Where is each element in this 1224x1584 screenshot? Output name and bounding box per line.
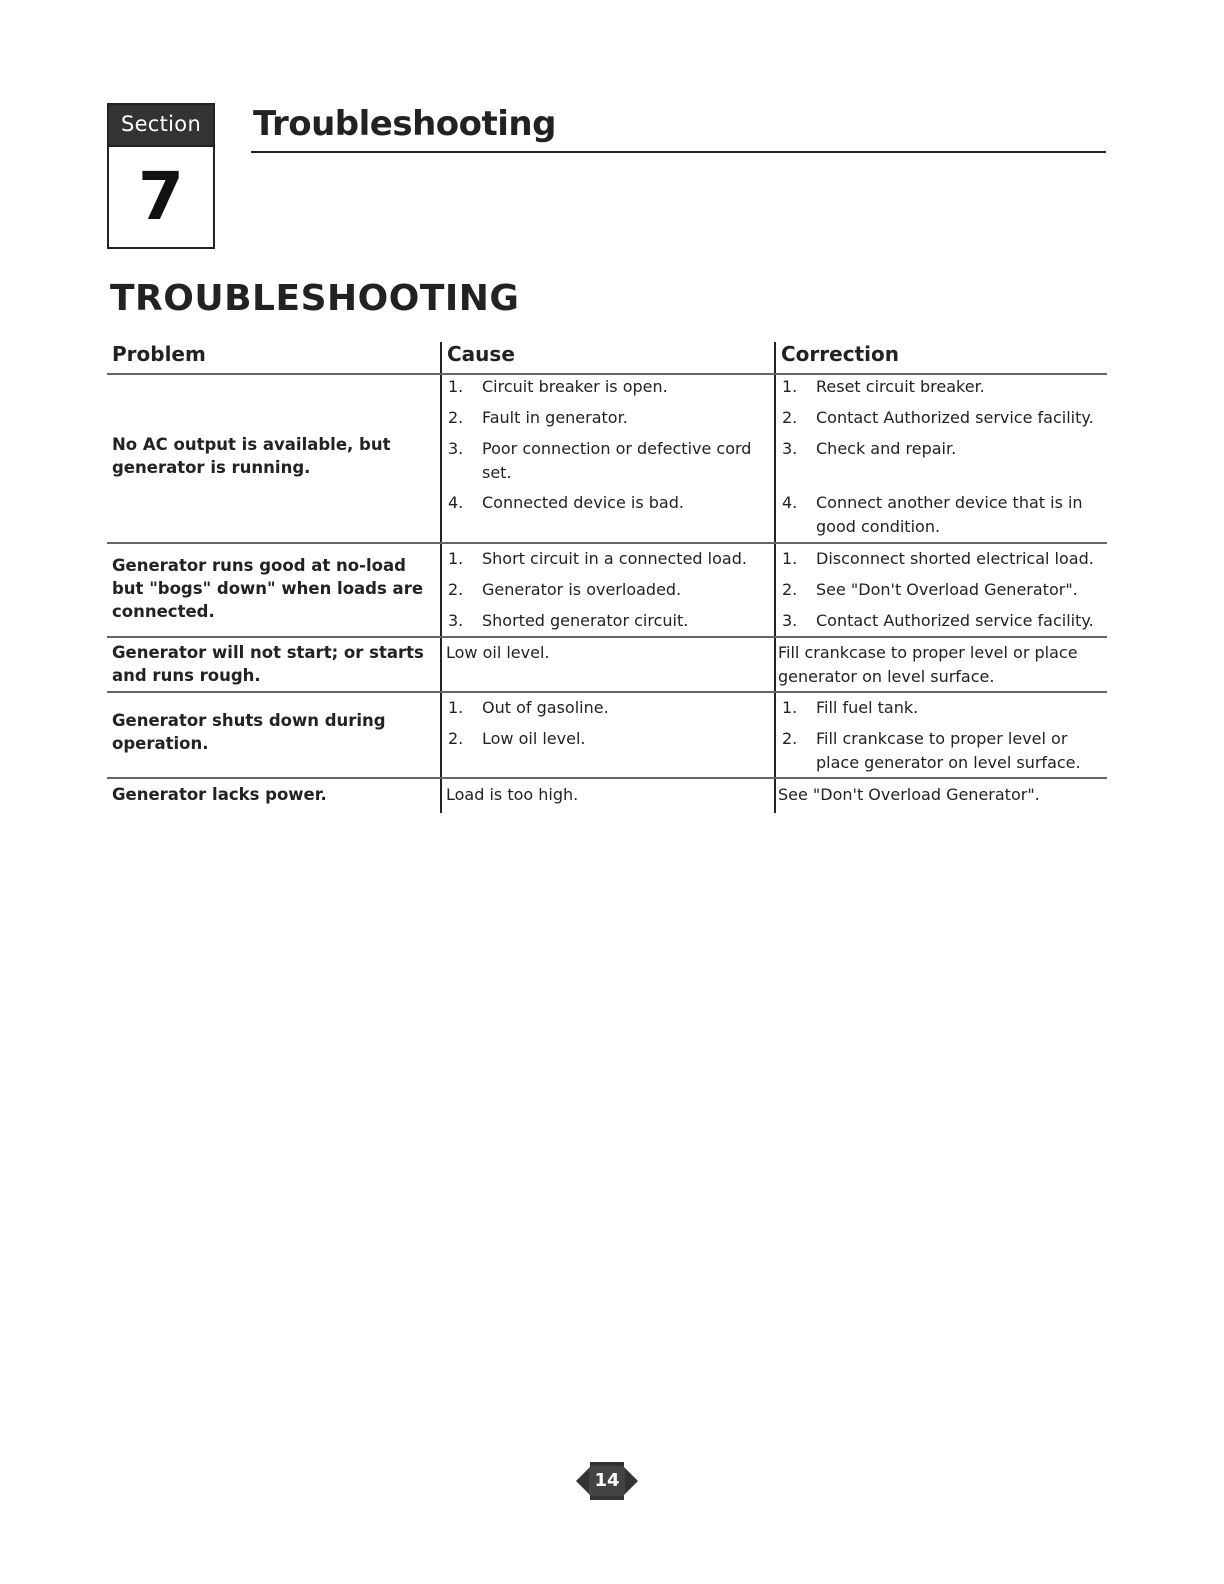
item-text: Disconnect shorted electrical load.	[816, 549, 1094, 568]
cause-item	[442, 547, 768, 571]
item-number: 4.	[448, 493, 464, 512]
item-number: 2.	[782, 580, 798, 599]
correction-item	[776, 375, 1101, 399]
correction-cell	[774, 693, 1107, 777]
correction-cell	[774, 375, 1107, 542]
correction-text: See "Don't Overload Generator".	[778, 785, 1040, 804]
cause-item	[442, 609, 768, 633]
cause-item	[442, 727, 768, 751]
item-text: Generator is overloaded.	[482, 580, 682, 599]
correction-cell	[774, 779, 1107, 813]
section-number: 7	[138, 158, 184, 235]
item-number: 2.	[448, 729, 464, 748]
column-header-cause: Cause	[440, 342, 774, 373]
item-text: Fault in generator.	[482, 408, 628, 427]
page-number-badge	[576, 1462, 638, 1500]
item-number: 1.	[782, 698, 798, 717]
header-rule	[251, 151, 1106, 153]
item-number: 1.	[448, 377, 464, 396]
item-text: Fill crankcase to proper level or place generator on level surface.	[816, 729, 1081, 772]
problem-text: No AC output is available, but generator is running.	[112, 435, 391, 477]
item-number: 1.	[448, 698, 464, 717]
correction-item	[776, 437, 1101, 461]
section-badge	[107, 103, 215, 249]
item-number: 3.	[782, 439, 798, 458]
cause-cell	[440, 375, 774, 542]
page-number: 14	[594, 1470, 620, 1491]
item-number: 2.	[448, 580, 464, 599]
cause-item	[442, 406, 768, 430]
section-heading: TROUBLESHOOTING	[110, 278, 520, 319]
problem-cell	[107, 693, 440, 777]
item-text: Contact Authorized service facility.	[816, 408, 1094, 427]
problem-text: Generator shuts down during operation.	[112, 711, 386, 753]
cause-cell	[440, 693, 774, 777]
item-number: 3.	[782, 611, 798, 630]
correction-item	[776, 578, 1101, 602]
item-text: Low oil level.	[482, 729, 586, 748]
item-text: Connect another device that is in good condition.	[816, 493, 1083, 536]
cause-text: Load is too high.	[446, 785, 579, 804]
column-header-problem: Problem	[112, 342, 206, 366]
cause-text: Low oil level.	[446, 643, 550, 662]
correction-item	[776, 696, 1101, 720]
table-header-row	[107, 336, 1107, 375]
table-row	[107, 544, 1107, 638]
correction-item	[776, 406, 1101, 430]
item-text: See "Don't Overload Generator".	[816, 580, 1078, 599]
item-text: Shorted generator circuit.	[482, 611, 689, 630]
item-text: Fill fuel tank.	[816, 698, 919, 717]
table-row	[107, 779, 1107, 813]
item-number: 3.	[448, 611, 464, 630]
problem-cell	[107, 638, 440, 691]
problem-cell	[107, 779, 440, 813]
cause-item	[442, 696, 768, 720]
problem-cell	[107, 375, 440, 542]
cause-cell	[440, 638, 774, 691]
correction-item	[776, 609, 1101, 633]
cause-item	[442, 491, 768, 515]
item-text: Check and repair.	[816, 439, 957, 458]
item-number: 1.	[782, 549, 798, 568]
table-row	[107, 375, 1107, 544]
correction-text: Fill crankcase to proper level or place generator on level surface.	[778, 643, 1078, 686]
correction-item	[776, 727, 1101, 775]
item-text: Poor connection or defective cord set.	[482, 439, 752, 482]
problem-cell	[107, 544, 440, 636]
item-number: 2.	[448, 408, 464, 427]
item-number: 1.	[448, 549, 464, 568]
cause-cell	[440, 544, 774, 636]
item-number: 1.	[782, 377, 798, 396]
problem-text: Generator runs good at no-load but "bogs" down" when loads are connected.	[112, 556, 424, 621]
column-header-correction: Correction	[774, 342, 1107, 373]
item-text: Short circuit in a connected load.	[482, 549, 747, 568]
item-text: Out of gasoline.	[482, 698, 609, 717]
correction-item	[776, 547, 1101, 571]
cause-item	[442, 375, 768, 399]
correction-cell	[774, 638, 1107, 691]
item-text: Connected device is bad.	[482, 493, 684, 512]
cause-cell	[440, 779, 774, 813]
table-row	[107, 693, 1107, 779]
correction-cell	[774, 544, 1107, 636]
item-number: 4.	[782, 493, 798, 512]
item-text: Circuit breaker is open.	[482, 377, 668, 396]
item-number: 3.	[448, 439, 464, 458]
cause-item	[442, 578, 768, 602]
item-number: 2.	[782, 408, 798, 427]
page-header-title: Troubleshooting	[253, 104, 556, 144]
problem-text: Generator lacks power.	[112, 785, 327, 804]
correction-item	[776, 491, 1101, 539]
section-label: Section	[109, 105, 213, 147]
item-number: 2.	[782, 729, 798, 748]
item-text: Reset circuit breaker.	[816, 377, 985, 396]
table-row	[107, 638, 1107, 693]
item-text: Contact Authorized service facility.	[816, 611, 1094, 630]
problem-text: Generator will not start; or starts and runs rough.	[112, 643, 424, 685]
cause-item	[442, 437, 768, 485]
